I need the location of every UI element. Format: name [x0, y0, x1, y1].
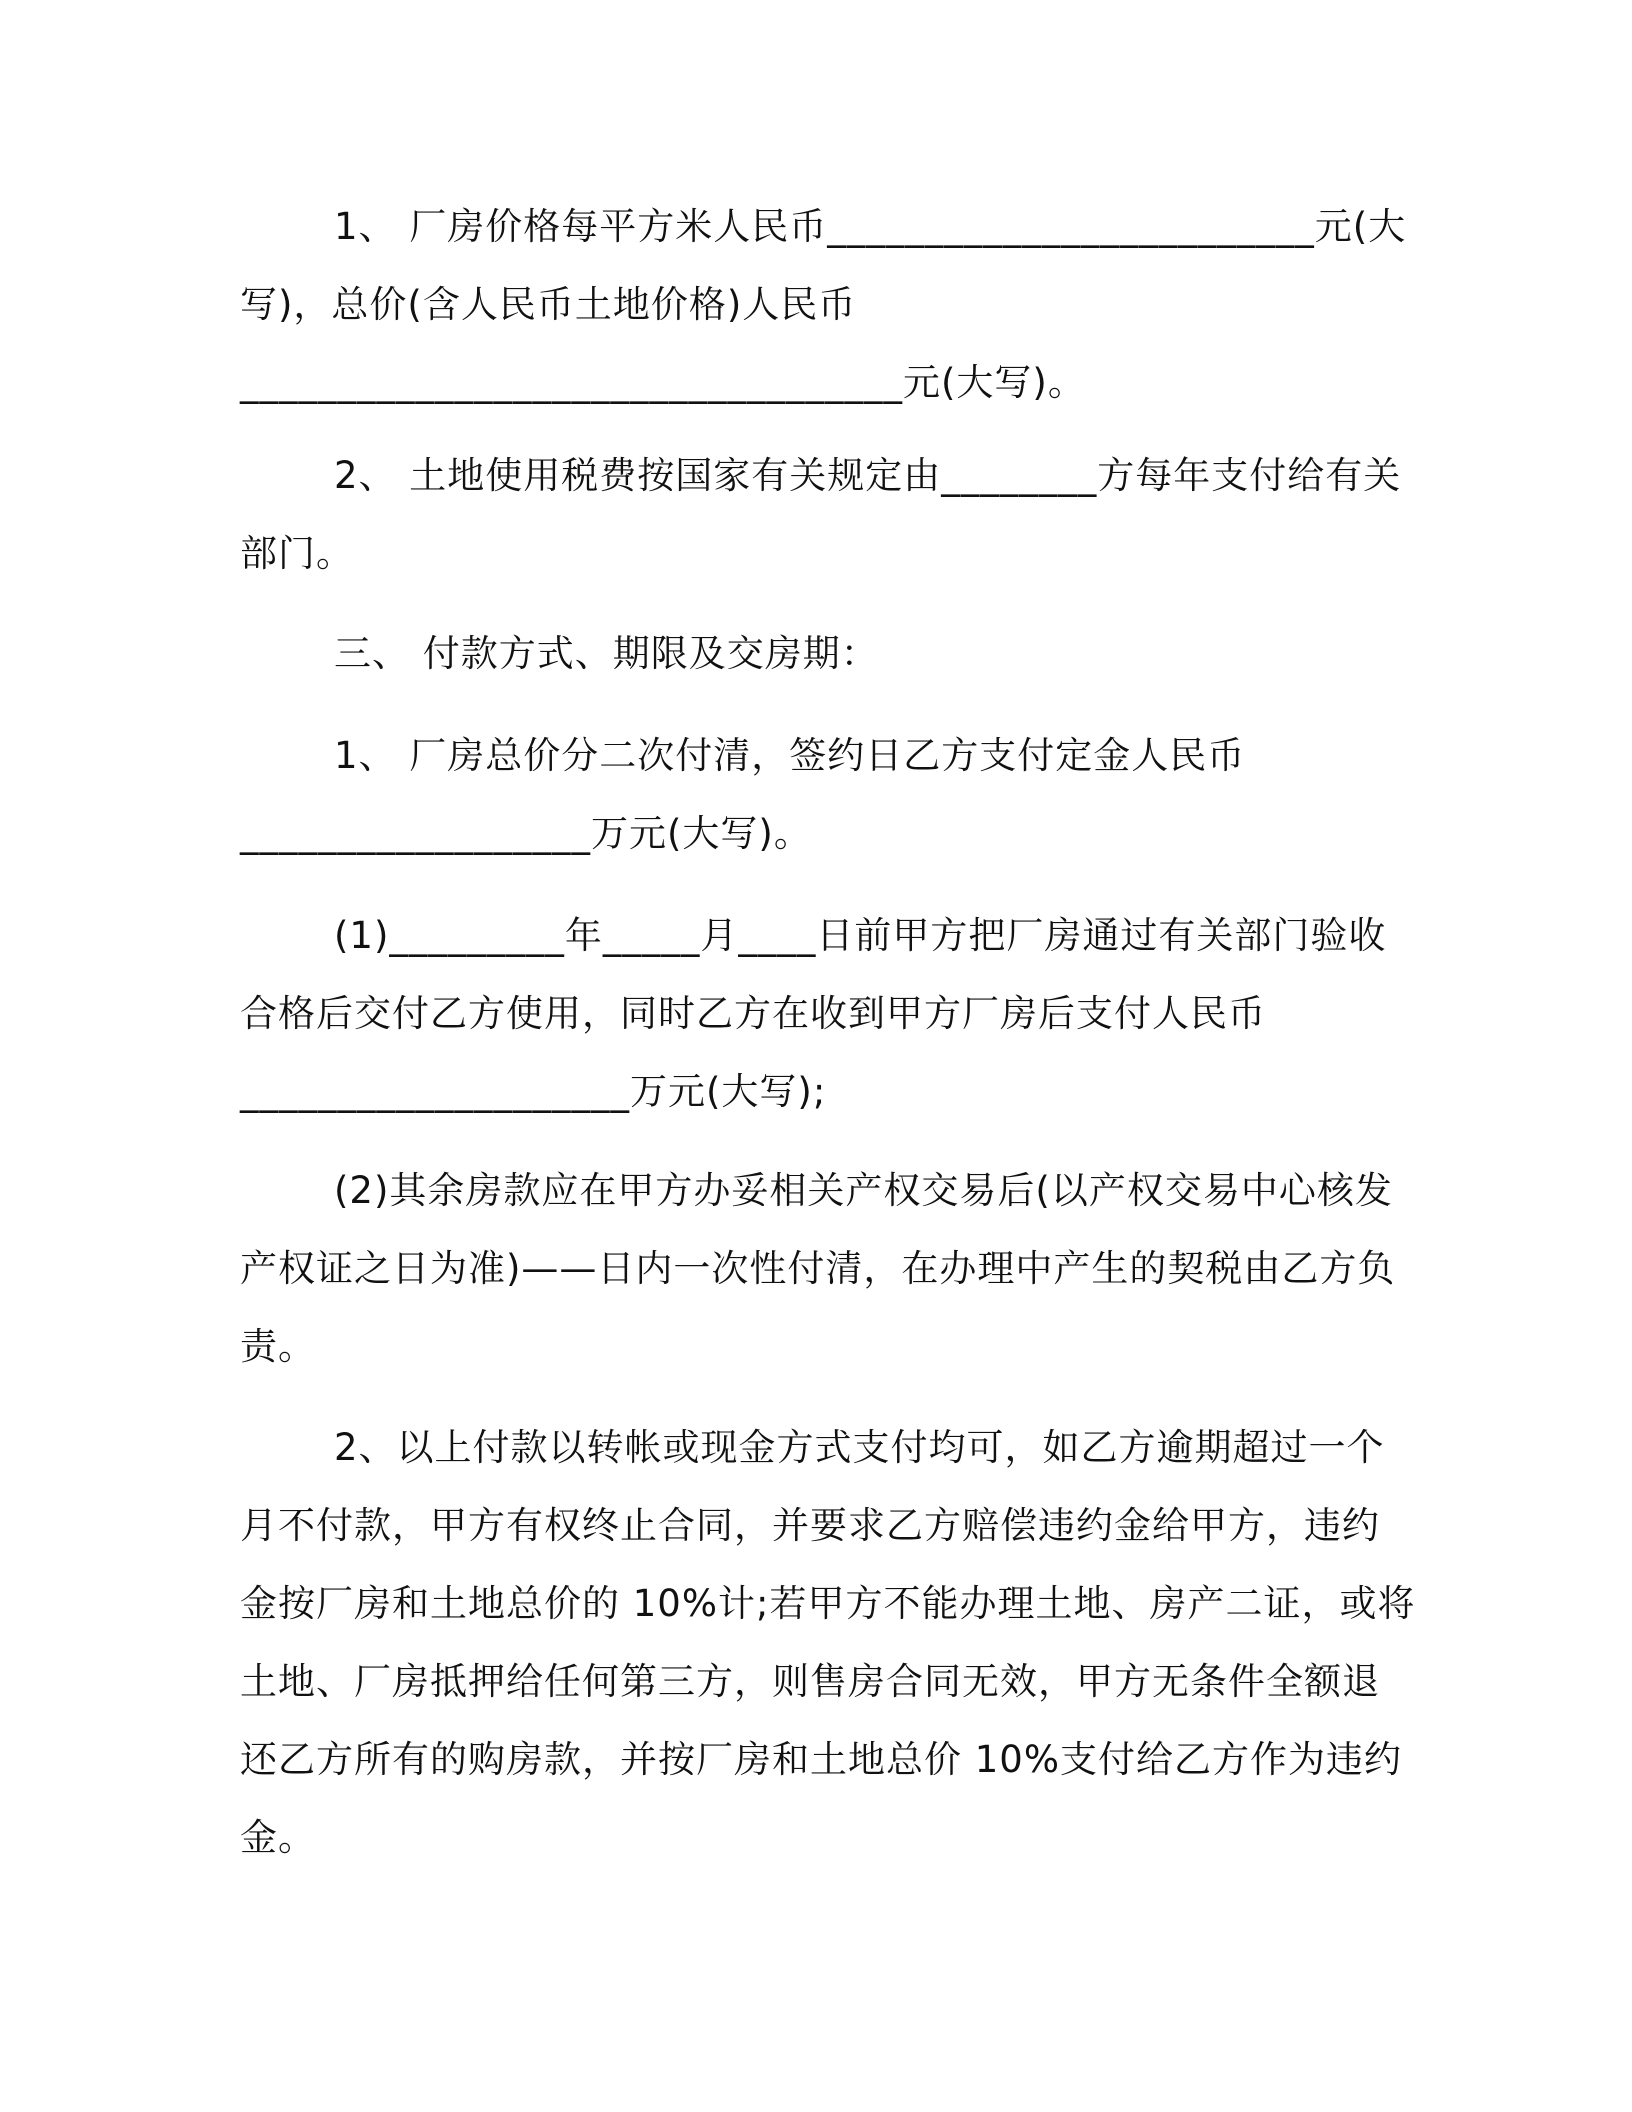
clause-price — [240, 188, 1407, 422]
text-line: (1)_________年_____月____日前甲方把厂房通过有关部门验收 — [334, 914, 1387, 957]
section-heading: 三、 付款方式、期限及交房期： — [334, 632, 879, 675]
text-line: 2、 土地使用税费按国家有关规定由________方每年支付给有关 — [334, 454, 1402, 497]
text-line: 2、以上付款以转帐或现金方式支付均可，如乙方逾期超过一个 — [334, 1426, 1385, 1469]
clause-land-tax — [240, 437, 1402, 593]
text-line: __________________________________元(大写)。 — [240, 361, 1086, 404]
clause-first-payment — [240, 897, 1387, 1131]
text-line: 部门。 — [240, 532, 354, 575]
clause-remaining-payment — [240, 1152, 1396, 1386]
text-line: 合格后交付乙方使用，同时乙方在收到甲方厂房后支付人民币 — [240, 992, 1266, 1035]
text-line: 金。 — [240, 1816, 316, 1859]
clause-payment-method — [240, 1409, 1416, 1877]
text-line: 责。 — [240, 1325, 316, 1368]
text-line: 金按厂房和土地总价的 10%计;若甲方不能办理土地、房产二证，或将 — [240, 1582, 1416, 1625]
text-line: 1、 厂房价格每平方米人民币_________________________元(大 — [334, 205, 1407, 248]
text-line: ____________________万元(大写); — [240, 1070, 827, 1113]
text-line: (2)其余房款应在甲方办妥相关产权交易后(以产权交易中心核发 — [334, 1169, 1393, 1212]
text-line: 产权证之日为准)——日内一次性付清，在办理中产生的契税由乙方负 — [240, 1247, 1396, 1290]
text-line: 还乙方所有的购房款，并按厂房和土地总价 10%支付给乙方作为违约 — [240, 1738, 1402, 1781]
text-line: 月不付款，甲方有权终止合同，并要求乙方赔偿违约金给甲方，违约 — [240, 1504, 1380, 1547]
section-heading-payment — [240, 615, 1380, 693]
text-line: __________________万元(大写)。 — [240, 812, 812, 855]
text-line: 1、 厂房总价分二次付清，签约日乙方支付定金人民币 — [334, 734, 1246, 777]
text-line: 土地、厂房抵押给任何第三方，则售房合同无效，甲方无条件全额退 — [240, 1660, 1380, 1703]
clause-installments — [240, 717, 1380, 873]
text-line: 写)，总价(含人民币土地价格)人民币 — [240, 283, 857, 326]
